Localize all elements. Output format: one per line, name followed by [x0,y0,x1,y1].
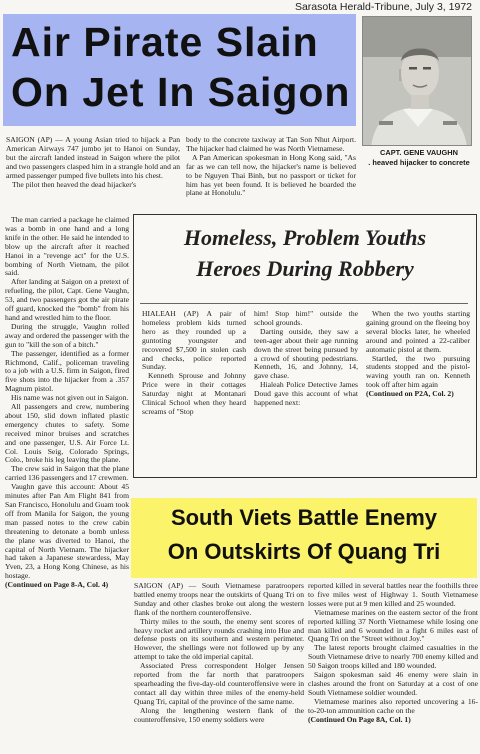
paragraph: him! Stop him!" outside the school grounds. [254,310,358,327]
divider [140,303,468,304]
paragraph: During the struggle, Vaughn rolled away and ordered the passenger with the gun to "kill the son of a bitch." [5,321,129,349]
caption-text: . heaved hijacker to concrete [368,157,470,167]
paragraph: The passenger, identified as a former Richmond, Calif., policeman traveling to a job with a U.S. firm in Saigon, fired five shots into the hijacker from a .357 Magnum pistol. [5,348,129,394]
paragraph: body to the concrete taxiway at Tan Son Nhut Airport. The hijacker had claimed he was North Vietnamese. [186,136,356,153]
story2-column-2 [254,310,358,472]
paragraph: Thirty miles to the south, the enemy sent scores of heavy rocket and artillery rounds crashing into Hue and defense posts on its southern and western perimeter. However, the shellings were not followed up by any attempt to take the old imperial capital. [134,616,304,662]
paragraph: Vaughn gave this account: About 45 minutes after Pan Am Flight 841 from San Francisco, Honolulu and Guam took off from Manila for Saigon, the young man passed notes to the crew cabin threatening to detonate a bomb unless the plane was diverted to Hanoi, the capital of North Vietnam. The hijacker had taken a Japanese stewardess, May Yven, 23, a Hong Kong Chinese, as his hostage. [5,482,129,581]
story2-column-3 [366,310,470,472]
story3-column-1 [134,582,304,750]
headline-air-pirate [3,14,356,126]
caption-name: CAPT. GENE VAUGHN [380,148,458,157]
masthead: Sarasota Herald-Tribune, July 3, 1972 [294,1,472,13]
paragraph: SAIGON (AP) — South Vietnamese paratroopers battled enemy troops near the outskirts of Quang Tri on Sunday and other clashes broke out along the western flank of the northern counteroffensive. [134,582,304,617]
paragraph: HIALEAH (AP) A pair of homeless problem kids turned hero as they rounded up a guntoting youngster and recovered $7,500 in stolen cash and checks, police reported Sunday. [142,310,246,372]
paragraph: Hialeah Police Detective James Doud gave this account of what happened next: [254,380,358,408]
story1-left-column [5,216,129,748]
headline-line: Air Pirate Slain [11,19,319,65]
headline-line: On Outskirts Of Quang Tri [167,539,441,564]
pilot-portrait-image [363,17,472,146]
paragraph: Along the lengthening western flank of the counteroffensive, 150 enemy soldiers were [134,705,304,724]
continued-note: (Continued on Page 8-A, Col. 4) [5,580,109,590]
paragraph: The man carried a package he claimed was a bomb in one hand and a long knife in the other. He said he intended to blow up the aircraft after it reached Hanoi in a "revenge act" for the U.S. bombing of North Vietnam, the pilot said. [5,216,129,278]
paragraph: reported killed in several battles near the foothills three to five miles west of Highway 1. South Vietnamese losses were put at 9 men killed and 25 wounded. [308,582,478,608]
paragraph: A Pan American spokesman in Hong Kong said, "As far as we can tell now, the hijacker's name is believed to be Nguyen Thai Binh, but no passport or ticket for him has yet been found. It is believed he boarded the plane at Honolulu." [186,152,356,198]
paragraph: Vietnamese marines on the eastern sector of the front reported killing 37 North Vietnamese while losing one man killed and 6 wounded in a fight 6 miles east of Quang Tri on the "Street without Joy." [308,607,478,644]
story3-column-2 [308,582,478,750]
paragraph: Vietnamese marines also reported uncovering a 16-to-20-ton ammunition cache on the [308,696,478,715]
pilot-photo [362,16,472,146]
paragraph: The crew said in Saigon that the plane carried 136 passengers and 17 crewmen. [5,464,129,483]
paragraph: When the two youths starting gaining ground on the fleeing boy several blocks later, he wheeled around and pointed a 22-caliber automatic pistol at them. [366,310,470,354]
paragraph: After landing at Saigon on a pretext of refueling, the pilot, Capt. Gene Vaughn, 53, and two passengers got the air pirate off guard, knocked the "bomb" from his hand and wrestled him to the floor. [5,277,129,322]
paragraph: Darting outside, they saw a teen-ager about their age running down the street being pursued by a crowd of shouting pedestrians. Kenneth, 16, and Johnny, 14, gave chase. [254,326,358,381]
paragraph: Associated Press correspondent Holger Jensen reported from the far north that paratroopers spearheading the five-day-old counteroffensive were in contact all day within three miles of the enemy-held Quang Tri, capital of the province of the same name. [134,661,304,706]
headline-line: South Viets Battle Enemy [170,505,438,530]
paragraph: Saigon spokesman said 46 enemy were slain in clashes around the front on Saturday at a cost of one South Vietnamese soldier wounded. [308,670,478,697]
continued-note: (Continued On Page 8A, Col. 1) [308,714,411,724]
headline-line: Homeless, Problem Youths [183,225,427,250]
paragraph: SAIGON (AP) — A young Asian tried to hijack a Pan American Airways 747 jumbo jet to Hanoi on Sunday, but the aircraft landed instead in Saigon where the pilot and two passengers clasped him in a strangle hold and an armed passenger pumped five bullets into his chest. [6,136,180,180]
paragraph: All passengers and crew, numbering about 150, slid down inflated plastic emergency chutes to safety. Some received minor bruises and scratches and one passenger, U.S. Air Force Lt. Col. Louis Seig, Colorado Springs, Colo., broke his leg leaving the plane. [5,402,129,465]
continued-note: (Continued on P2A, Col. 2) [366,389,454,399]
story1-column-2 [186,136,356,214]
headline-line: Heroes During Robbery [196,256,414,281]
paragraph: Kenneth Sprouse and Johnny Price were in their cottages Saturday night at Montanari Clinical School when they heard screams of "Stop [142,371,246,416]
photo-caption [360,148,478,167]
story2-column-1 [142,310,246,472]
paragraph: The pilot then heaved the dead hijacker's [12,179,137,189]
headline-south-viets [131,498,477,578]
headline-homeless-youths [136,222,474,308]
paragraph: The latest reports brought claimed casualties in the South Vietnamese drive to nearly 700 enemy killed and 50 Saigon troops killed and 180 wounded. [308,643,478,671]
story1-column-1 [6,136,180,214]
paragraph: Startled, the two pursuing students stopped and the pistol-waving youth ran on. Kenneth took off after him again [366,353,470,390]
headline-line: On Jet In Saigon [11,69,351,115]
paragraph: His name was not given out in Saigon. [11,393,129,403]
